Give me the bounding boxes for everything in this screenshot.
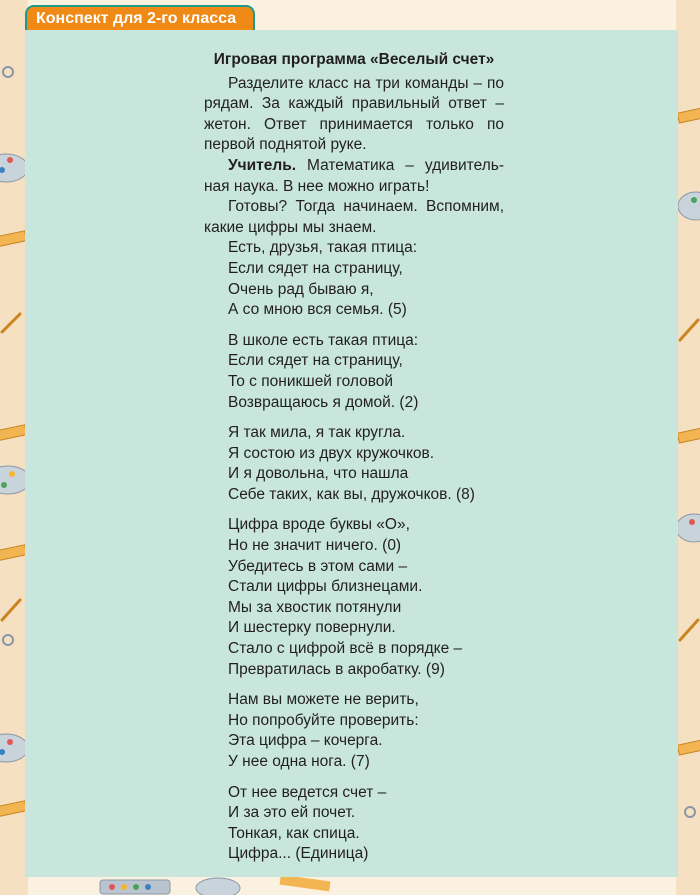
riddle-line: И я довольна, что нашла — [228, 465, 409, 483]
article — [204, 50, 504, 875]
riddle-line: Мы за хвостик потянули — [228, 598, 402, 616]
article-title: Игровая программа «Веселый счет» — [213, 51, 495, 68]
riddle-line: А со мною вся семья. (5) — [228, 301, 407, 319]
riddle-stanza — [228, 331, 504, 413]
start-paragraph: Готовы? Тогда начинаем. Вспомним, какие цифры мы знаем. — [204, 198, 504, 236]
riddle-line: Убедитесь в этом сами – — [228, 557, 408, 575]
teacher-paragraph — [204, 156, 504, 197]
riddle-line: Возвращаюсь я домой. (2) — [228, 393, 419, 411]
riddle-line: Я так мила, я так кругла. — [228, 424, 406, 442]
riddle-stanza — [228, 690, 504, 772]
riddle-line: Но не значит ничего. (0) — [228, 537, 402, 555]
riddle-stanza — [228, 783, 504, 865]
riddle-line: То с поникшей головой — [228, 372, 394, 390]
riddle-line: От нее ведется счет – — [228, 783, 387, 801]
riddle-line: Цифра вроде буквы «О», — [228, 516, 410, 534]
riddle-line: Эта цифра – кочерга. — [228, 732, 383, 750]
speaker-label: Учитель. — [228, 156, 297, 174]
riddle-line: И шестерку повернули. — [228, 619, 396, 637]
riddle-line: Если сядет на страницу, — [228, 259, 403, 277]
riddle-line: В школе есть такая птица: — [228, 331, 419, 349]
riddle-line: Нам вы можете не верить, — [228, 691, 419, 709]
riddle-line: У нее одна нога. (7) — [228, 753, 370, 770]
riddle-line: И за это ей почет. — [228, 804, 356, 822]
section-tab-label: Конспект для 2-го класса — [36, 10, 237, 27]
intro-paragraph: Разделите класс на три команды – по рядам. За каждый правильный ответ – жетон. Ответ принимается только по первой поднятой руке. — [204, 74, 504, 154]
riddle-line: Стало с цифрой всё в порядке – — [228, 640, 463, 658]
riddle-stanza — [228, 423, 504, 505]
riddle-line: Я состою из двух кружочков. — [228, 444, 435, 462]
riddle-line: Стали цифры близнецами. — [228, 578, 423, 596]
riddle-line: Превратилась в акробатку. (9) — [228, 660, 445, 678]
riddle-line: Себе таких, как вы, дружочков. (8) — [228, 485, 475, 503]
section-tab — [25, 5, 255, 33]
riddle-line: Есть, друзья, такая птица: — [228, 239, 418, 257]
riddle-line: Цифра... (Единица) — [228, 845, 369, 863]
teacher-text: Математика – удивительная наука. В нее можно играть! — [204, 156, 504, 195]
riddle-line: Тонкая, как спица. — [228, 824, 360, 842]
riddle-stanza — [228, 238, 504, 320]
riddle-line: Если сядет на страницу, — [228, 352, 403, 370]
riddle-stanza — [228, 515, 504, 680]
riddle-line: Очень рад бываю я, — [228, 280, 374, 298]
riddle-line: Но попробуйте проверить: — [228, 711, 419, 729]
